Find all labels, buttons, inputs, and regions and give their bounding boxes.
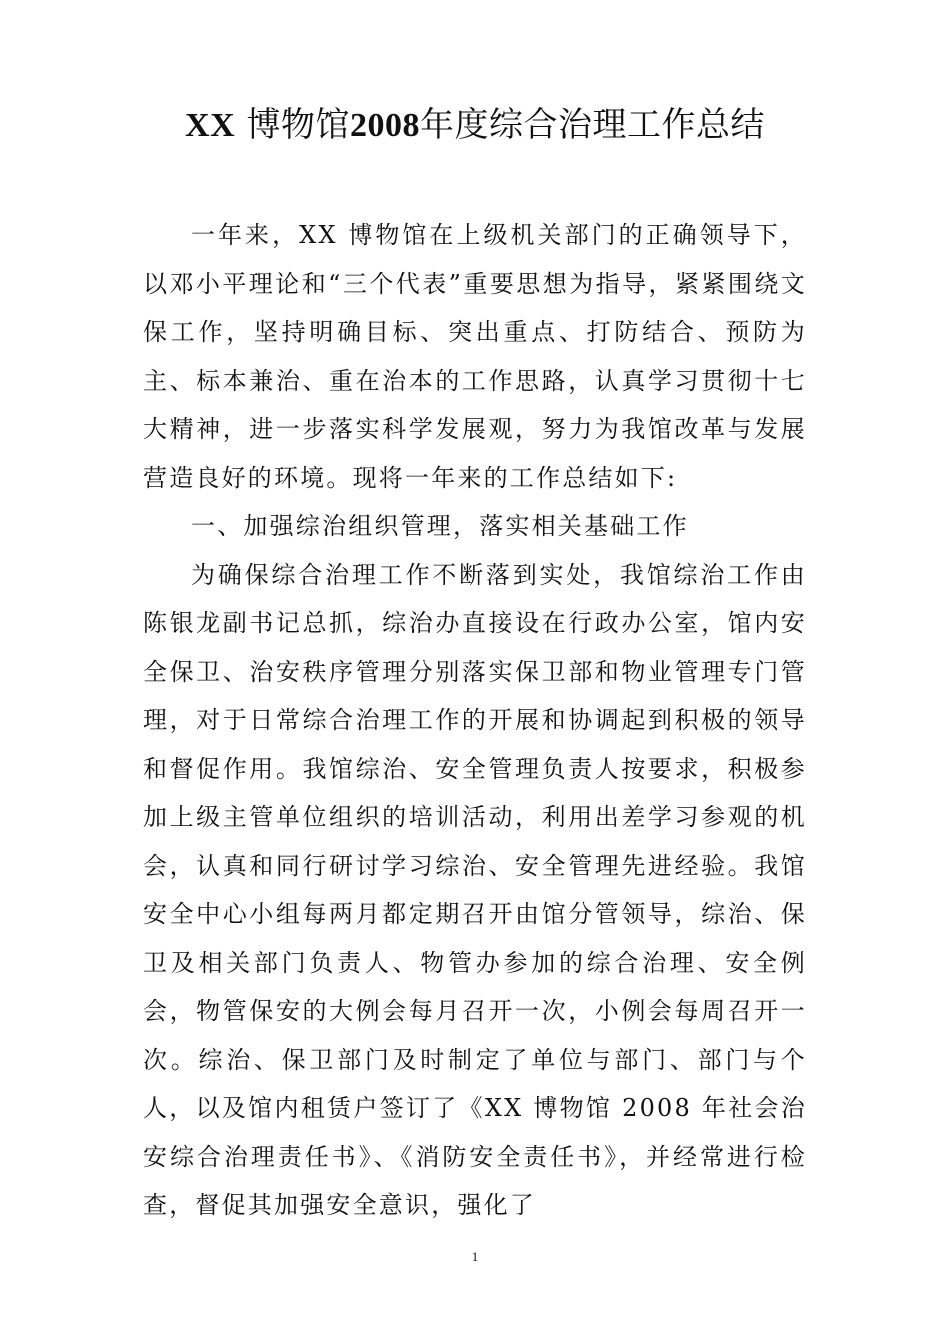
section-heading: 一、加强综治组织管理，落实相关基础工作 — [191, 512, 689, 540]
title-museum: 博物馆 — [246, 105, 350, 145]
intro-paragraph: 一年来，XX 博物馆在上级机关部门的正确领导下，以邓小平理论和“三个代表”重要思想为指导，紧紧围绕文保工作，坚持明确目标、突出重点、打防结合、预防为主、标本兼治、重在治本的工作思路，认真学习贯彻十七大精神，进一步落实科学发展观，努力为我馆改革与发展营造良好的环境。现将一年来的工作总结如下: — [143, 221, 807, 492]
title-rest: 年度综合治理工作总结 — [419, 105, 765, 145]
document-body — [143, 211, 807, 1230]
title-prefix: XX — [185, 107, 236, 144]
body-paragraph: 为确保综合治理工作不断落到实处，我馆综治工作由陈银龙副书记总抓，综治办直接设在行政办公室，馆内安全保卫、治安秩序管理分别落实保卫部和物业管理专门管理，对于日常综合治理工作的开展和协调起到积极的领导和督促作用。我馆综治、安全管理负责人按要求，积极参加上级主管单位组织的培训活动，利用出差学习参观的机会，认真和同行研讨学习综治、安全管理先进经验。我馆安全中心小组每两月都定期召开由馆分管领导，综治、保卫及相关部门负责人、物管办参加的综合治理、安全例会，物管保安的大例会每月召开一次，小例会每周召开一次。综治、保卫部门及时制定了单位与部门、部门与个人，以及馆内租赁户签订了《XX 博物馆 2008 年社会治安综合治理责任书》、《消防安全责任书》，并经常进行检查，督促其加强安全意识，强化了 — [143, 560, 807, 1219]
title-year: 2008 — [349, 107, 420, 144]
page-number: 1 — [471, 1249, 479, 1264]
document-title — [0, 100, 950, 151]
